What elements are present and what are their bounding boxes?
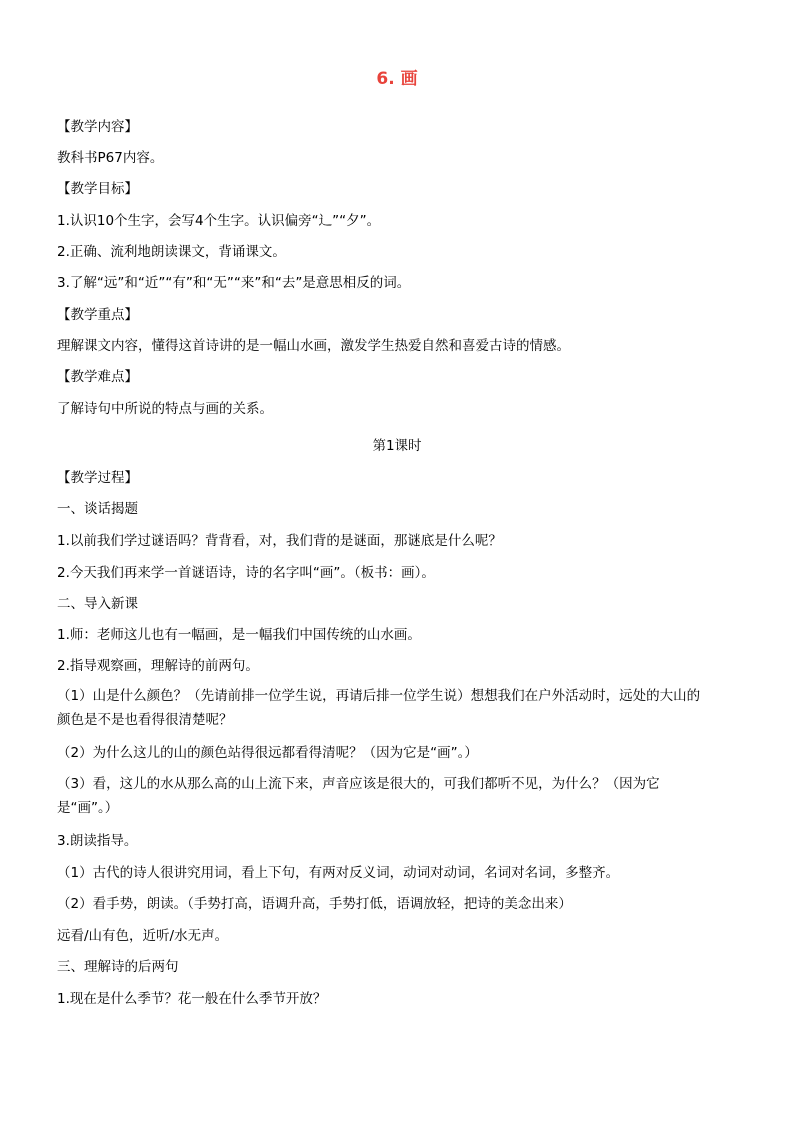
step-2-sub-2: （2）为什么这儿的山的颜色站得很远都看得清呢？（因为它是“画”。） — [57, 745, 478, 761]
content-text: 教科书P67内容。 — [57, 150, 164, 166]
lesson-period-heading: 第1课时 — [372, 438, 422, 454]
step-3-item: 3.朗读指导。 — [57, 833, 138, 849]
step-2-item-1: 1.师：老师这儿也有一幅画，是一幅我们中国传统的山水画。 — [57, 627, 421, 643]
step-1-item-1: 1.以前我们学过谜语吗？背背看，对，我们背的是谜面，那谜底是什么呢？ — [57, 533, 502, 549]
objective-item-2: 2.正确、流利地朗读课文，背诵课文。 — [57, 244, 286, 260]
objective-item-1: 1.认识10个生字，会写4个生字。认识偏旁“辶”“夕”。 — [57, 213, 381, 229]
key-points-text: 理解课文内容，懂得这首诗讲的是一幅山水画，激发学生热爱自然和喜爱古诗的情感。 — [57, 338, 570, 354]
step-4-item-1: 1.现在是什么季节？花一般在什么季节开放？ — [57, 991, 327, 1007]
section-heading-difficulties: 【教学难点】 — [57, 369, 138, 385]
section-heading-process: 【教学过程】 — [57, 470, 138, 486]
step-heading-1: 一、谈话揭题 — [57, 501, 138, 517]
step-heading-3: 三、理解诗的后两句 — [57, 959, 179, 975]
difficulties-text: 了解诗句中所说的特点与画的关系。 — [57, 401, 273, 417]
step-2-sub-3: （3）看，这儿的水从那么高的山上流下来，声音应该是很大的，可我们都听不见，为什么？（因为它是“画”。） — [57, 776, 660, 816]
section-heading-content: 【教学内容】 — [57, 119, 138, 135]
lesson-title: 6. 画 — [376, 69, 418, 89]
step-2-item-2: 2.指导观察画，理解诗的前两句。 — [57, 658, 259, 674]
step-2-sub-1: （1）山是什么颜色？（先请前排一位学生说，再请后排一位学生说）想想我们在户外活动时，远处的大山的颜色是不是也看得很清楚呢？ — [57, 688, 701, 728]
step-1-item-2: 2.今天我们再来学一首谜语诗，诗的名字叫“画”。（板书：画）。 — [57, 565, 435, 581]
section-heading-objectives: 【教学目标】 — [57, 181, 138, 197]
step-3-sub-1: （1）古代的诗人很讲究用词，看上下句，有两对反义词，动词对动词，名词对名词，多整齐。 — [57, 865, 620, 881]
objective-item-3: 3.了解“远”和“近”“有”和“无”“来”和“去”是意思相反的词。 — [57, 275, 411, 291]
step-3-sub-2: （2）看手势，朗读。（手势打高，语调升高，手势打低，语调放轻，把诗的美念出来） — [57, 896, 572, 912]
poem-reading-line: 远看/山有色，近听/水无声。 — [57, 928, 229, 944]
section-heading-key-points: 【教学重点】 — [57, 307, 138, 323]
step-heading-2: 二、导入新课 — [57, 596, 138, 612]
